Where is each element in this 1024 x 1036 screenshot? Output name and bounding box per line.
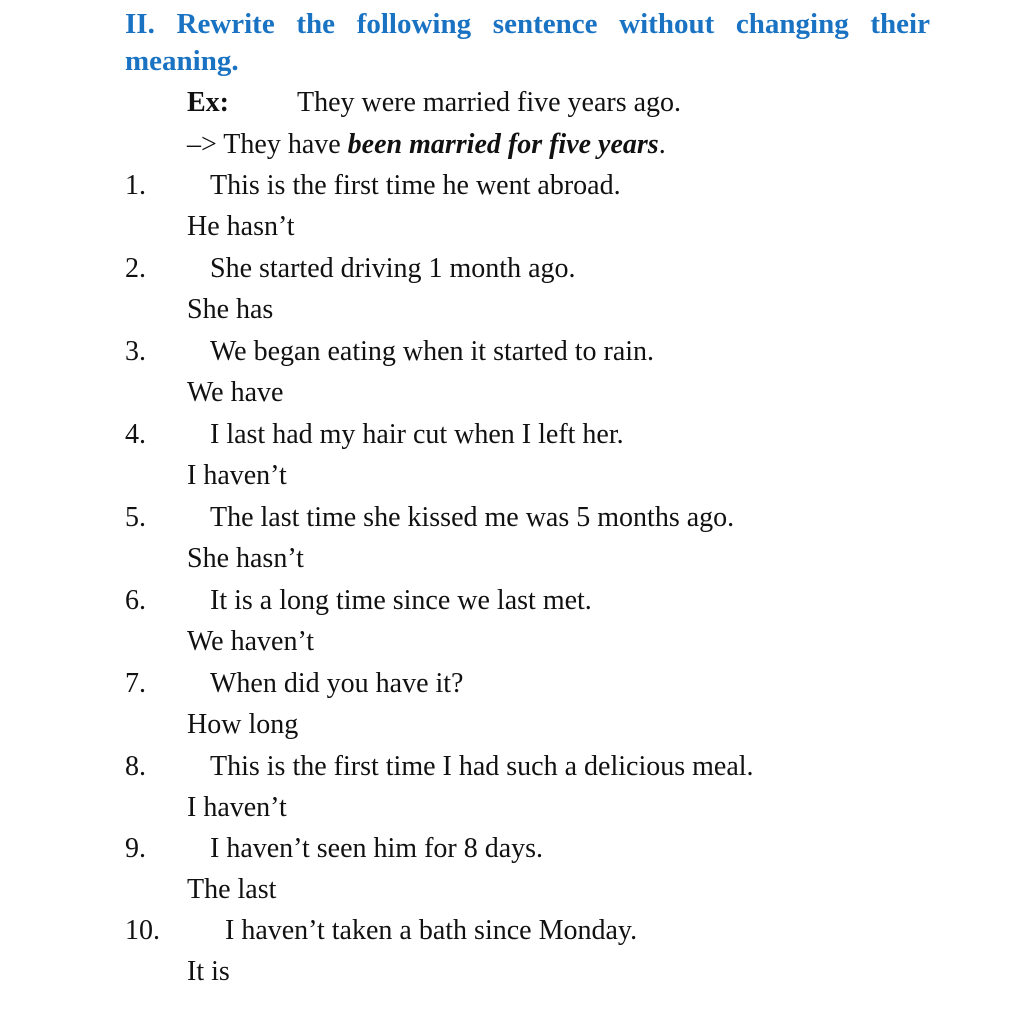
example-line <box>187 85 681 121</box>
item-sentence: We began eating when it started to rain. <box>210 336 655 367</box>
exercise-item-1 <box>0 168 1024 251</box>
example-answer <box>187 127 666 163</box>
item-sentence: She started driving 1 month ago. <box>210 253 576 284</box>
exercise-item-10 <box>0 913 1024 996</box>
item-prompt: I haven’t <box>187 460 287 491</box>
item-prompt: How long <box>187 709 299 740</box>
item-sentence: The last time she kissed me was 5 months ago. <box>210 502 735 533</box>
item-prompt: It is <box>187 956 230 987</box>
example-answer-prefix: –> They have <box>187 129 348 160</box>
item-number: 6. <box>125 585 146 616</box>
example-sentence: They were married five years ago. <box>297 87 682 118</box>
item-prompt: She hasn’t <box>187 543 304 574</box>
exercise-item-8 <box>0 749 1024 832</box>
item-sentence: This is the first time I had such a delicious meal. <box>210 751 754 782</box>
exercise-item-2 <box>0 251 1024 334</box>
item-number: 7. <box>125 668 146 699</box>
item-prompt: I haven’t <box>187 792 287 823</box>
example-label: Ex: <box>187 87 229 118</box>
item-number: 8. <box>125 751 146 782</box>
item-sentence: I last had my hair cut when I left her. <box>210 419 624 450</box>
item-sentence: I haven’t seen him for 8 days. <box>210 833 544 864</box>
item-prompt: We haven’t <box>187 626 315 657</box>
example-answer-suffix: . <box>658 129 666 160</box>
item-number: 3. <box>125 336 146 367</box>
item-number: 5. <box>125 502 146 533</box>
item-prompt: The last <box>187 874 277 905</box>
item-sentence: I haven’t taken a bath since Monday. <box>225 915 638 946</box>
item-number: 10. <box>125 915 160 946</box>
exercise-item-3 <box>0 334 1024 417</box>
item-prompt: He hasn’t <box>187 211 295 242</box>
item-prompt: She has <box>187 294 274 325</box>
item-sentence: It is a long time since we last met. <box>210 585 592 616</box>
section-title: II. Rewrite the following sentence without changing their meaning. <box>125 8 930 77</box>
item-number: 4. <box>125 419 146 450</box>
item-sentence: This is the first time he went abroad. <box>210 170 621 201</box>
exercise-item-6 <box>0 583 1024 666</box>
exercise-item-5 <box>0 500 1024 583</box>
item-sentence: When did you have it? <box>210 668 464 699</box>
exercise-item-7 <box>0 666 1024 749</box>
exercise-item-4 <box>0 417 1024 500</box>
exercise-item-9 <box>0 831 1024 914</box>
item-prompt: We have <box>187 377 284 408</box>
example-answer-emphasis: been married for five years <box>347 129 659 160</box>
item-number: 1. <box>125 170 146 201</box>
item-number: 2. <box>125 253 146 284</box>
item-number: 9. <box>125 833 146 864</box>
